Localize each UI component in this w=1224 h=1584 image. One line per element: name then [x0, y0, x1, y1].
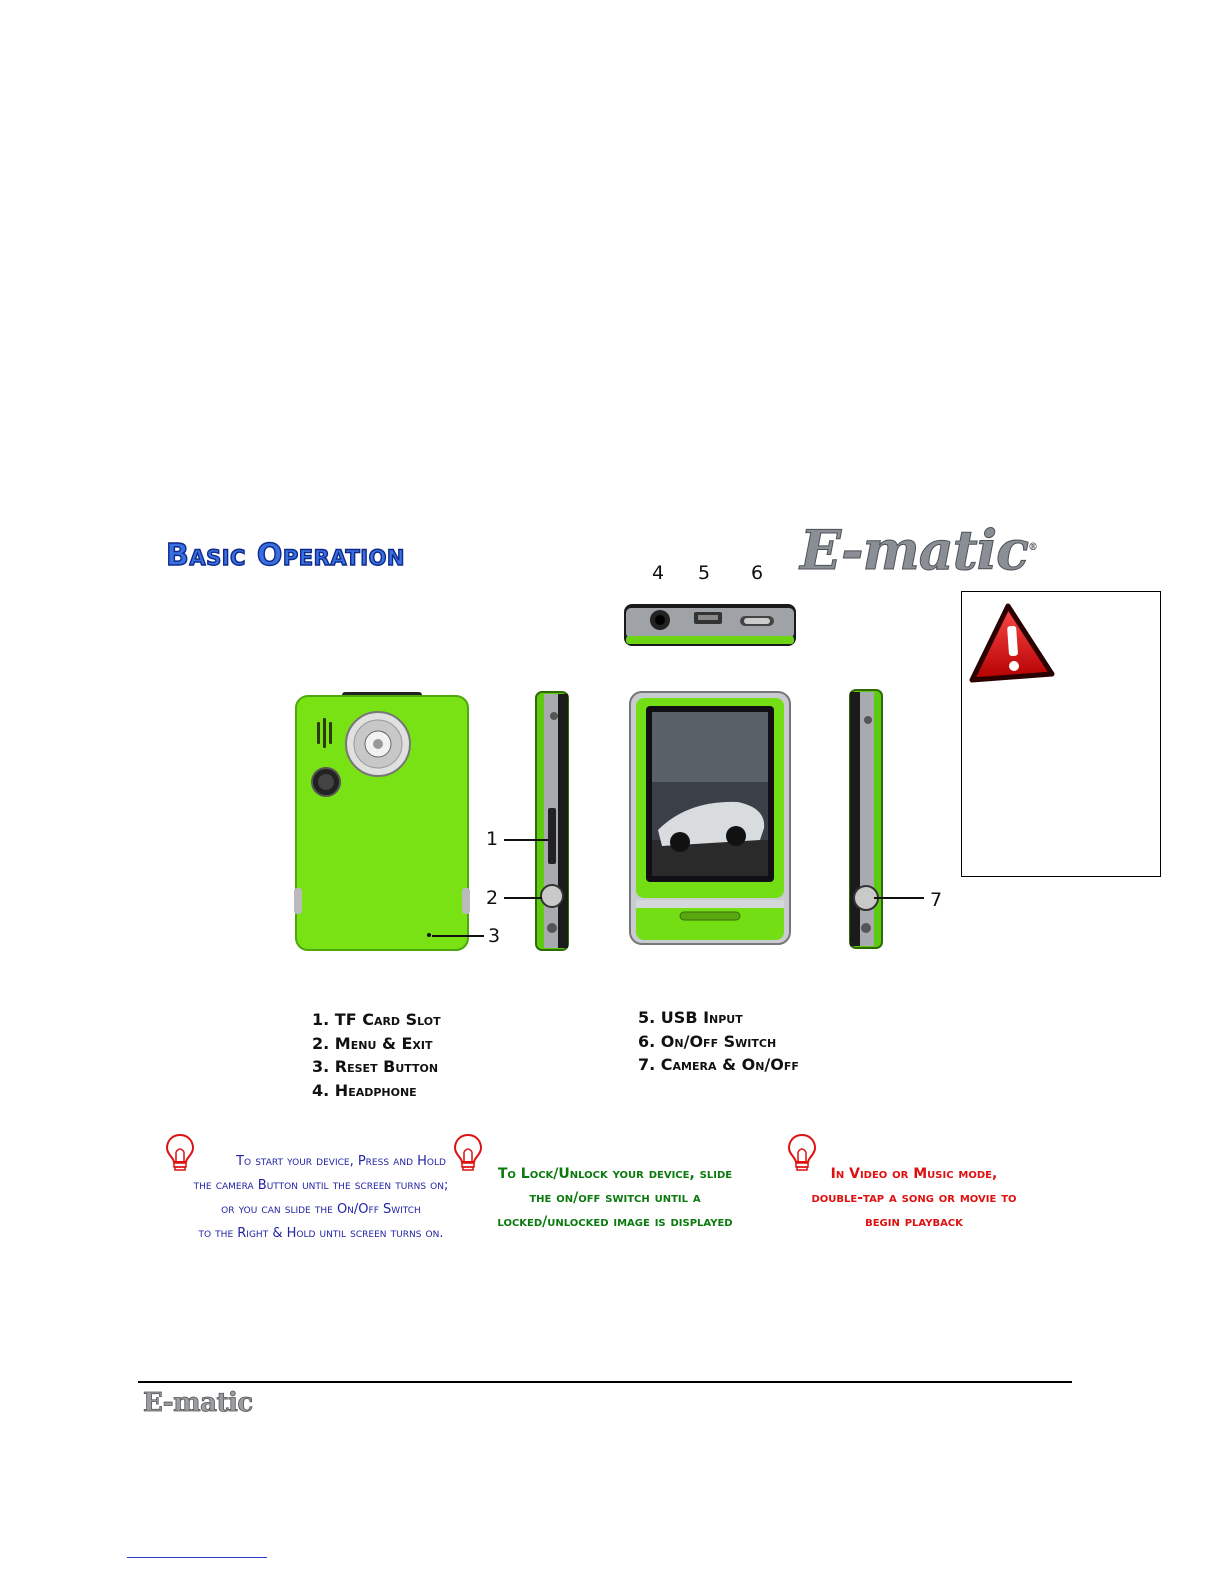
- callout-2-line: [504, 897, 542, 899]
- legend-item: 7. Camera & On/Off: [638, 1055, 799, 1074]
- callout-2: 2: [486, 887, 499, 909]
- brand-logo-text: E-matic: [800, 518, 1029, 582]
- speaker-grille-icon: [317, 718, 332, 748]
- menu-button-icon: [541, 885, 563, 907]
- legend-item: 2. Menu & Exit: [312, 1033, 433, 1053]
- tf-card-slot-icon: [548, 808, 556, 864]
- page-title: Basic Operation: [166, 538, 406, 573]
- legend-left: [312, 1008, 441, 1102]
- legend-item: 1. TF Card Slot: [312, 1010, 441, 1029]
- device-front-view: [628, 690, 792, 946]
- legend-right: [638, 1006, 799, 1077]
- legend-item: 6. On/Off Switch: [638, 1031, 777, 1051]
- warning-icon: [968, 600, 1058, 690]
- registered-mark: ®: [1028, 542, 1038, 553]
- device-left-side-view: [530, 690, 574, 952]
- tip-start-device: To start your device, Press and Hold the camera Button until the screen turns on; or you can slide the On/Off Switch to the Right & Hold until screen turns on.: [193, 1154, 449, 1241]
- callout-6: 6: [751, 562, 764, 584]
- reset-hole-icon: [427, 933, 431, 937]
- callout-1: 1: [486, 828, 499, 850]
- legend-item: 5. USB Input: [638, 1008, 743, 1027]
- footer-link-underline: [127, 1557, 267, 1558]
- brand-logo: [800, 518, 1050, 588]
- callout-3: 3: [488, 925, 501, 947]
- tip-playback: In Video or Music mode, double-tap a song or movie to begin playback: [811, 1166, 1017, 1230]
- footer-logo: E-matic: [143, 1388, 253, 1418]
- tip-lock-unlock: To Lock/Unlock your device, slide the on/off switch until a locked/unlocked image is displayed: [497, 1166, 733, 1230]
- device-right-side-view: [846, 688, 888, 950]
- warning-box: [961, 591, 1161, 877]
- callout-3-line: [432, 935, 484, 937]
- callout-4: 4: [652, 562, 665, 584]
- callout-7: 7: [930, 889, 943, 911]
- callout-7-line: [874, 897, 924, 899]
- device-top-view: [622, 590, 798, 650]
- callout-5: 5: [698, 562, 711, 584]
- front-button-icon: [680, 912, 740, 920]
- legend-item: 4. Headphone: [312, 1080, 417, 1100]
- device-back-view: [292, 688, 472, 952]
- legend-item: 3. Reset Button: [312, 1057, 439, 1076]
- callout-1-line: [504, 839, 548, 841]
- footer-divider: [138, 1381, 1072, 1383]
